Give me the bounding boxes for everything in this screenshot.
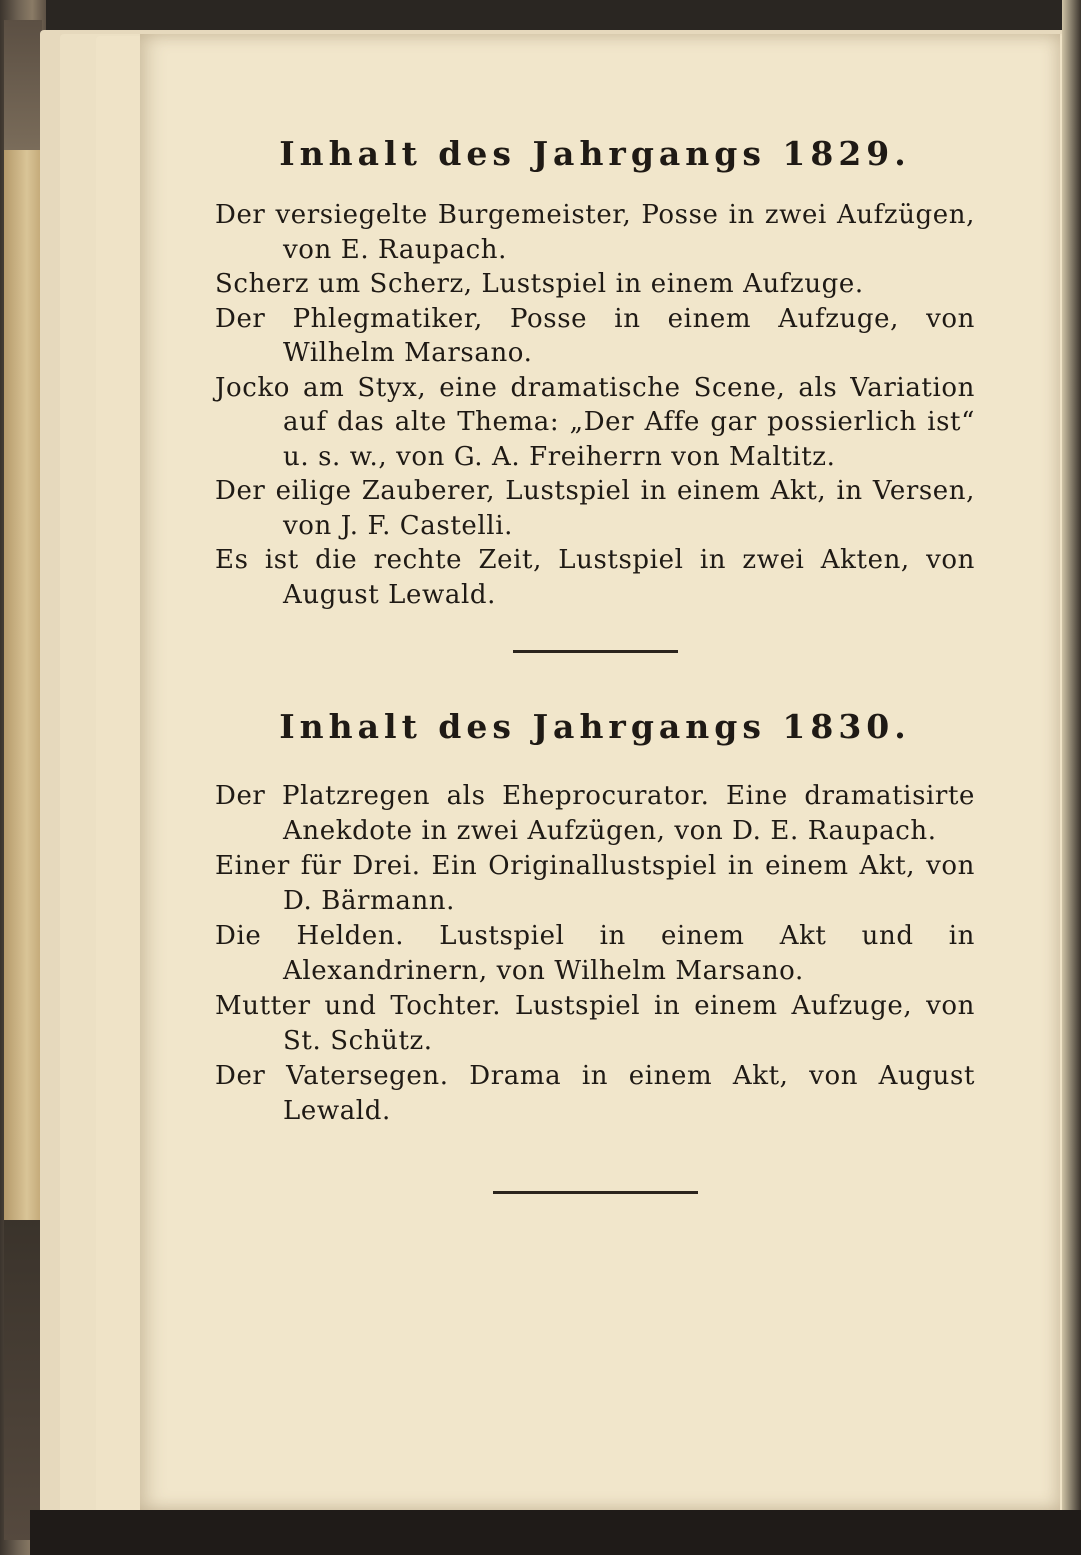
list-item: Die Helden. Lustspiel in einem Akt und in Alexandrinern, von Wilhelm Marsano. [215,921,975,986]
list-item: Scherz um Scherz, Lustspiel in einem Aufzuge. [215,269,864,299]
list-item: Mutter und Tochter. Lustspiel in einem Aufzuge, von St. Schütz. [215,991,975,1056]
cover-corner [4,20,42,150]
entry-list [215,198,975,612]
section-heading: Inhalt des Jahrgangs 1829. [279,134,911,173]
page-right-edge [1062,0,1081,1555]
cover-spine [4,150,42,1220]
list-item: Der Platzregen als Eheprocurator. Eine dramatisirte Anekdote in zwei Aufzügen, von D. E. Raupach. [215,781,975,846]
section-heading: Inhalt des Jahrgangs 1830. [279,707,911,746]
list-item: Einer für Drei. Ein Originallustspiel in einem Akt, von D. Bärmann. [215,851,975,916]
page-bottom-edge [30,1510,1081,1555]
list-item: Jocko am Styx, eine dramatische Scene, als Variation auf das alte Thema: „Der Affe gar possierlich ist“ u. s. w., von G. A. Freiherrn von Maltitz. [215,372,975,472]
contents-section-1829 [215,124,975,653]
list-item: Der versiegelte Burgemeister, Posse in zwei Aufzügen, von E. Raupach. [215,200,975,265]
list-item: Der Vatersegen. Drama in einem Akt, von August Lewald. [215,1061,975,1126]
list-item: Der eilige Zauberer, Lustspiel in einem Akt, in Versen, von J. F. Castelli. [215,476,975,541]
section-divider [513,650,678,653]
page-content [215,120,975,1194]
section-divider [493,1191,698,1194]
entry-list [215,779,975,1129]
contents-section-1830 [215,697,975,1194]
list-item: Der Phlegmatiker, Posse in einem Aufzuge, von Wilhelm Marsano. [215,303,975,368]
cover-corner-bottom [4,1220,42,1540]
list-item: Es ist die rechte Zeit, Lustspiel in zwei Akten, von August Lewald. [215,545,975,610]
